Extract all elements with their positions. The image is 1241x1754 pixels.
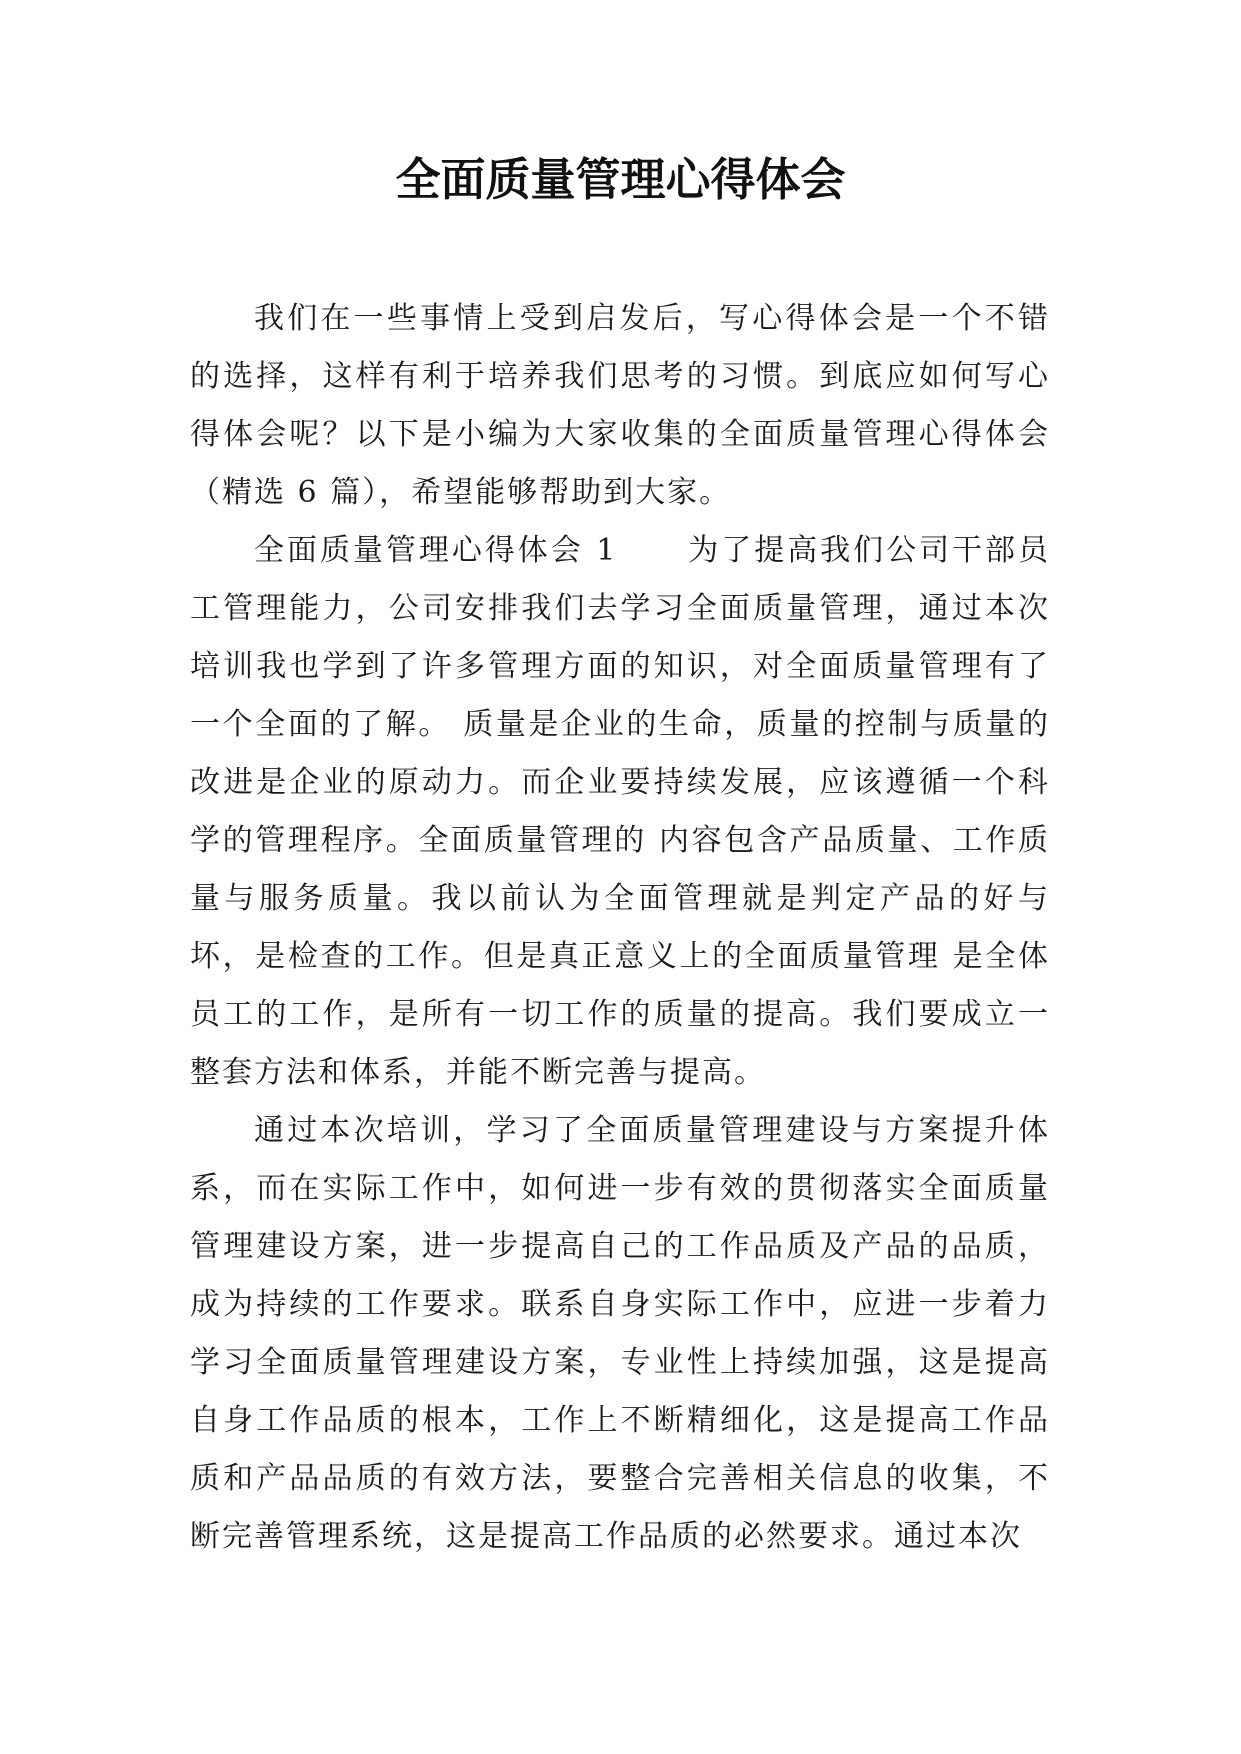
page-title: 全面质量管理心得体会 (395, 153, 846, 206)
section-1-text: 为了提高我们公司干部员工管理能力，公司安排我们去学习全面质量管理，通过本次培训我也学到了许多管理方面的知识，对全面质量管理有了一个全面的了解。 质量是企业的生命，质量的控制与质量的改进是企业的原动力。而企业要持续发展，应该遵循一个科学的管理程序。全面质量管理的 内容包含产品质量、工作质量与服务质量。我以前认为全面管理就是判定产品的好与坏，是检查的工作。但是真正意义上的全面质量管理 是全体员工的工作，是所有一切工作的质量的提高。我们要成立一整套方法和体系，并能不断完善与提高。 (190, 533, 1050, 1090)
document-body (190, 290, 1050, 1566)
section-1-paragraph (190, 522, 1050, 1102)
paragraph-3: 通过本次培训，学习了全面质量管理建设与方案提升体系，而在实际工作中，如何进一步有效的贯彻落实全面质量管理建设方案，进一步提高自己的工作品质及产品的品质，成为持续的工作要求。联系自身实际工作中，应进一步着力学习全面质量管理建设方案，专业性上持续加强，这是提高自身工作品质的根本，工作上不断精细化，这是提高工作品质和产品品质的有效方法，要整合完善相关信息的收集，不断完善管理系统，这是提高工作品质的必然要求。通过本次 (190, 1113, 1050, 1554)
section-1-heading: 全面质量管理心得体会 1 (254, 533, 618, 568)
intro-paragraph: 我们在一些事情上受到启发后，写心得体会是一个不错的选择，这样有利于培养我们思考的习惯。到底应如何写心得体会呢？以下是小编为大家收集的全面质量管理心得体会（精选 6 篇），希望能够帮助到大家。 (190, 301, 1050, 510)
